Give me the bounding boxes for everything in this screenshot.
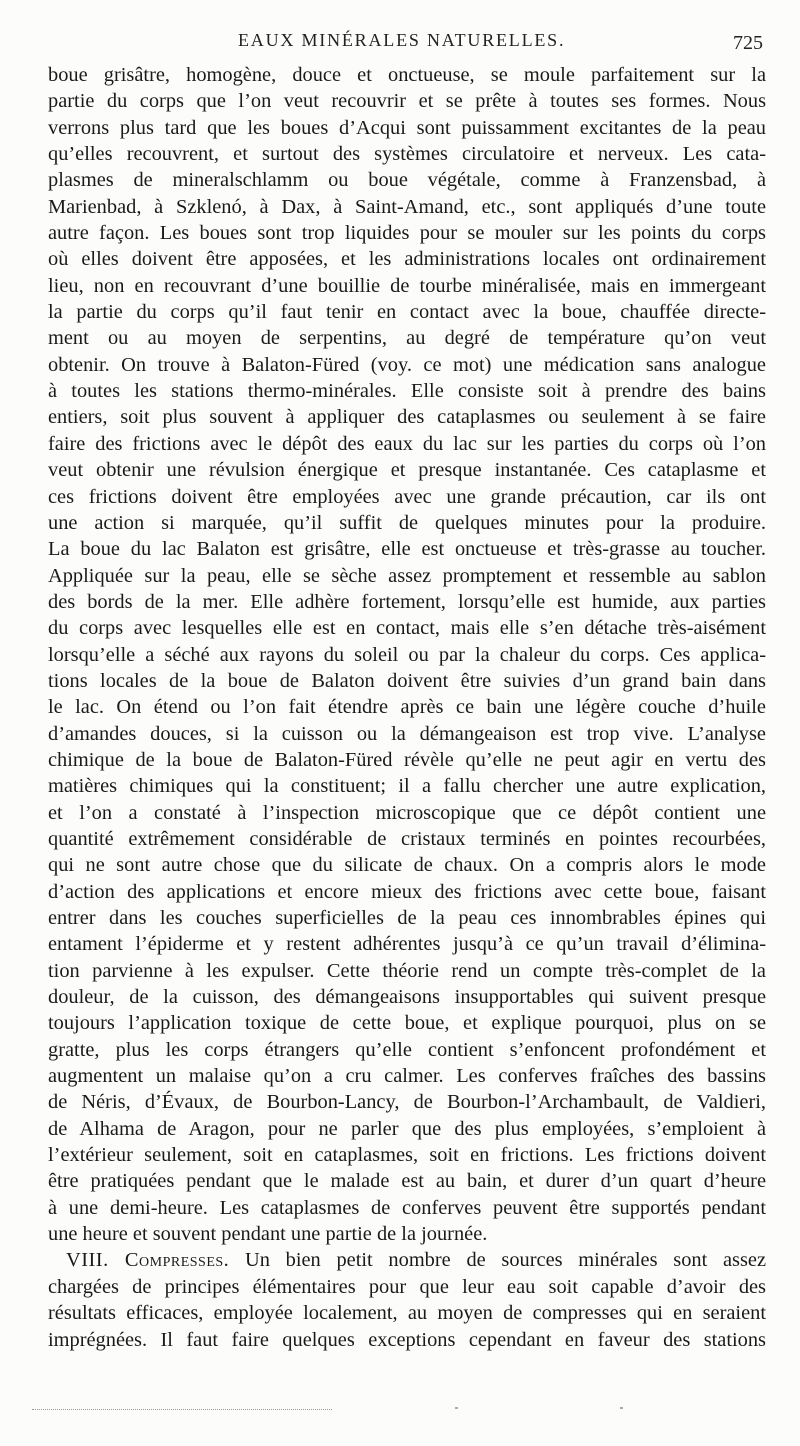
section-line-text: Un bien petit nombre de sources minérales sont assez: [245, 1249, 766, 1272]
footer-dot: [620, 1407, 623, 1409]
text-line: ces frictions doivent être employées avec une grande précaution, car ils ont: [48, 485, 766, 508]
text-line: boue grisâtre, homogène, douce et onctueuse, se moule parfaitement sur la: [48, 64, 766, 86]
text-line: qu’elles recouvrent, et surtout des systèmes circulatoire et nerveux. Les cata-: [48, 143, 766, 166]
section-first-line: [48, 1247, 766, 1273]
text-line: tions locales de la boue de Balaton doivent être suivies d’un grand bain dans: [48, 669, 766, 692]
text-line: imprégnées. Il faut faire quelques exceptions cependant en faveur des stations: [48, 1328, 766, 1351]
text-line: d’action des applications et encore mieux des frictions avec cette boue, faisant: [48, 880, 766, 903]
text-line: tion parvienne à les expulser. Cette théorie rend un compte très-complet de la: [48, 959, 766, 982]
text-line: une heure et souvent pendant une partie de la journée.: [48, 1223, 488, 1246]
text-line: entrer dans les couches superficielles de la peau ces innombrables épines qui: [48, 907, 766, 929]
text-line: obtenir. On trouve à Balaton-Füred (voy. ce mot) une médication sans analogue: [48, 353, 766, 376]
text-line: l’extérieur seulement, soit en cataplasmes, soit en frictions. Les frictions doivent: [48, 1144, 766, 1167]
text-line: une action si marquée, qu’il suffit de quelques minutes pour la produire.: [48, 511, 766, 534]
text-line: le lac. On étend ou l’on fait étendre après ce bain une légère couche d’huile: [48, 696, 766, 719]
page-header: [0, 30, 800, 60]
text-line: lorsqu’elle a séché aux rayons du soleil ou par la chaleur du corps. Ces applica-: [48, 643, 766, 666]
text-line: gratte, plus les corps étrangers qu’elle contient s’enfoncent profondément et: [48, 1038, 766, 1061]
text-line: à toutes les stations thermo-minérales. Elle consiste soit à prendre des bains: [48, 380, 766, 403]
text-line: entiers, soit plus souvent à appliquer des cataplasmes ou seulement à se faire: [48, 406, 766, 429]
text-line: faire des frictions avec le dépôt des eaux du lac sur les parties du corps où l’on: [48, 432, 766, 455]
text-line: de Alhama de Aragon, pour ne parler que des plus employées, s’emploient à: [48, 1117, 766, 1140]
text-line: plasmes de mineralschlamm ou boue végétale, comme à Franzensbad, à: [48, 169, 766, 192]
text-line: être pratiquées pendant que le malade est au bain, et durer d’un quart d’heure: [48, 1170, 766, 1193]
text-line: autre façon. Les boues sont trop liquides pour se mouler sur les points du corps: [48, 222, 766, 245]
text-line: la partie du corps qu’il faut tenir en contact avec la boue, chauffée directe-: [48, 301, 766, 324]
text-line: à une demi-heure. Les cataplasmes de conferves peuvent être supportés pendant: [48, 1196, 766, 1219]
text-line: toujours l’application toxique de cette boue, et explique pourquoi, plus on se: [48, 1012, 766, 1035]
text-line: matières chimiques qui la constituent; il a fallu chercher une autre explication,: [48, 775, 766, 798]
text-line: Appliquée sur la peau, elle se sèche assez promptement et ressemble au sablon: [48, 564, 766, 587]
text-line: verrons plus tard que les boues d’Acqui sont puissamment excitantes de la peau: [48, 116, 766, 139]
text-line: d’amandes douces, si la cuisson ou la démangeaison est trop vive. L’analyse: [48, 722, 766, 745]
page-number: 725: [733, 32, 763, 54]
body-text: [48, 62, 766, 1353]
text-line: du corps avec lesquelles elle est en contact, mais elle s’en détache très-aisément: [48, 617, 766, 640]
text-line: veut obtenir une révulsion énergique et presque instantanée. Ces cataplasme et: [48, 459, 766, 482]
section-heading: VIII. Compresses.: [66, 1249, 230, 1272]
text-line: ment ou au moyen de serpentins, au degré de température qu’on veut: [48, 327, 766, 350]
text-line: La boue du lac Balaton est grisâtre, elle est onctueuse et très-grasse au toucher.: [48, 538, 766, 561]
footer-dot: [455, 1407, 458, 1409]
text-line: Marienbad, à Szklenó, à Dax, à Saint-Amand, etc., sont appliqués d’une toute: [48, 195, 766, 218]
text-line: douleur, de la cuisson, des démangeaisons insupportables qui suivent presque: [48, 986, 766, 1009]
text-line: chimique de la boue de Balaton-Füred révèle qu’elle ne peut agir en vertu des: [48, 748, 766, 771]
text-line: résultats efficaces, employée localement, au moyen de compresses qui en seraient: [48, 1302, 766, 1325]
text-line: des bords de la mer. Elle adhère fortement, lorsqu’elle est humide, aux parties: [48, 590, 766, 613]
text-line: quantité extrêmement considérable de cristaux terminés en pointes recourbées,: [48, 827, 766, 850]
text-line: qui ne sont autre chose que du silicate de chaux. On a compris alors le mode: [48, 854, 766, 877]
text-line: partie du corps que l’on veut recouvrir et se prête à toutes ses formes. Nous: [48, 90, 766, 113]
text-line: de Néris, d’Évaux, de Bourbon-Lancy, de Bourbon-l’Archambault, de Valdieri,: [48, 1091, 766, 1114]
text-line: chargées de principes élémentaires pour que leur eau soit capable d’avoir des: [48, 1275, 766, 1298]
text-line: augmentent un malaise qu’on a cru calmer. Les conferves fraîches des bassins: [48, 1065, 766, 1088]
text-line: entament l’épiderme et y restent adhérentes jusqu’à ce qu’un travail d’élimina-: [48, 933, 766, 956]
footer-rule: [32, 1409, 332, 1410]
text-line: où elles doivent être apposées, et les administrations locales ont ordinairement: [48, 248, 766, 271]
text-line: et l’on a constaté à l’inspection microscopique que ce dépôt contient une: [48, 801, 766, 824]
text-line: lieu, non en recouvrant d’une bouillie de tourbe minéralisée, mais en immergeant: [48, 274, 766, 297]
running-title: EAUX MINÉRALES NATURELLES.: [238, 30, 566, 50]
